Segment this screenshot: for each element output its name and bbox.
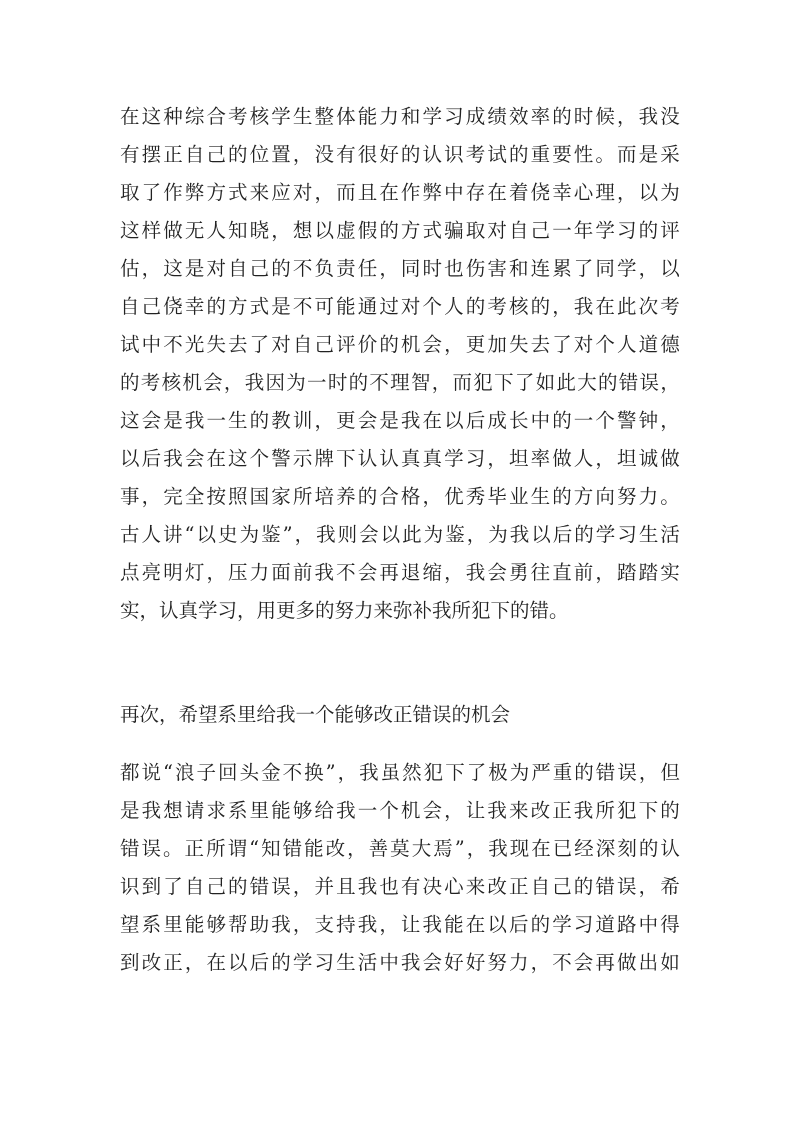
text-line: 是 我 想 请 求 系 里 能 够 给 我 一 个 机 会 ， 让 我 来 改 正 我 所 犯 下 的 xyxy=(120,799,680,822)
text-line: 的 考 核 机 会 ， 我 因 为 一 时 的 不 理 智 ， 而 犯 下 了 如 此 大 的 错 误 ， xyxy=(120,371,680,394)
text-line: 都 说 “ 浪 子 回 头 金 不 换 ” ， 我 虽 然 犯 下 了 极 为 严 重 的 错 误 ， 但 xyxy=(120,761,680,784)
text-line: 实，认真学习，用更多的努力来弥补我所犯下的错。 xyxy=(120,599,569,622)
text-line: 古 人 讲 “ 以 史 为 鉴 ” ， 我 则 会 以 此 为 鉴 ， 为 我 以 后 的 学 习 生 活 xyxy=(120,523,680,546)
text-line: 错 误 。 正 所 谓 “ 知 错 能 改 ， 善 莫 大 焉 ” ， 我 现 在 已 经 深 刻 的 认 xyxy=(120,837,680,860)
text-line: 这 样 做 无 人 知 晓 ， 想 以 虚 假 的 方 式 骗 取 对 自 己 一 年 学 习 的 评 xyxy=(120,219,680,242)
text-line: 在 这 种 综 合 考 核 学 生 整 体 能 力 和 学 习 成 绩 效 率 的 时 候 ， 我 没 xyxy=(120,105,680,128)
text-line: 以 后 我 会 在 这 个 警 示 牌 下 认 认 真 真 学 习 ， 坦 率 做 人 ， 坦 诚 做 xyxy=(120,447,680,470)
text-line: 自 己 侥 幸 的 方 式 是 不 可 能 通 过 对 个 人 的 考 核 的 ， 我 在 此 次 考 xyxy=(120,295,680,318)
text-line: 这 会 是 我 一 生 的 教 训 ， 更 会 是 我 在 以 后 成 长 中 的 一 个 警 钟 ， xyxy=(120,409,680,432)
text-line: 点 亮 明 灯 ， 压 力 面 前 我 不 会 再 退 缩 ， 我 会 勇 往 直 前 ， 踏 踏 实 xyxy=(120,561,680,584)
text-line: 望 系 里 能 够 帮 助 我 ， 支 持 我 ， 让 我 能 在 以 后 的 学 习 道 路 中 得 xyxy=(120,913,680,936)
text-line: 估 ， 这 是 对 自 己 的 不 负 责 任 ， 同 时 也 伤 害 和 连 累 了 同 学 ， 以 xyxy=(120,257,680,280)
heading-text: 再次，希望系里给我一个能够改正错误的机会 xyxy=(120,703,511,726)
text-line: 取 了 作 弊 方 式 来 应 对 ， 而 且 在 作 弊 中 存 在 着 侥 幸 心 理 ， 以 为 xyxy=(120,181,680,204)
text-line: 有 摆 正 自 己 的 位 置 ， 没 有 很 好 的 认 识 考 试 的 重 要 性 。 而 是 采 xyxy=(120,143,680,166)
text-line: 识 到 了 自 己 的 错 误 ， 并 且 我 也 有 决 心 来 改 正 自 己 的 错 误 ， 希 xyxy=(120,875,680,898)
text-line: 试 中 不 光 失 去 了 对 自 己 评 价 的 机 会 ， 更 加 失 去 了 对 个 人 道 德 xyxy=(120,333,680,356)
section-heading xyxy=(120,696,680,734)
text-line: 事 ， 完 全 按 照 国 家 所 培 养 的 合 格 ， 优 秀 毕 业 生 的 方 向 努 力 。 xyxy=(120,485,680,508)
paragraph-1 xyxy=(120,98,680,630)
paragraph-2 xyxy=(120,754,680,982)
text-line: 到 改 正 ， 在 以 后 的 学 习 生 活 中 我 会 好 好 努 力 ， 不 会 再 做 出 如 xyxy=(120,951,680,974)
